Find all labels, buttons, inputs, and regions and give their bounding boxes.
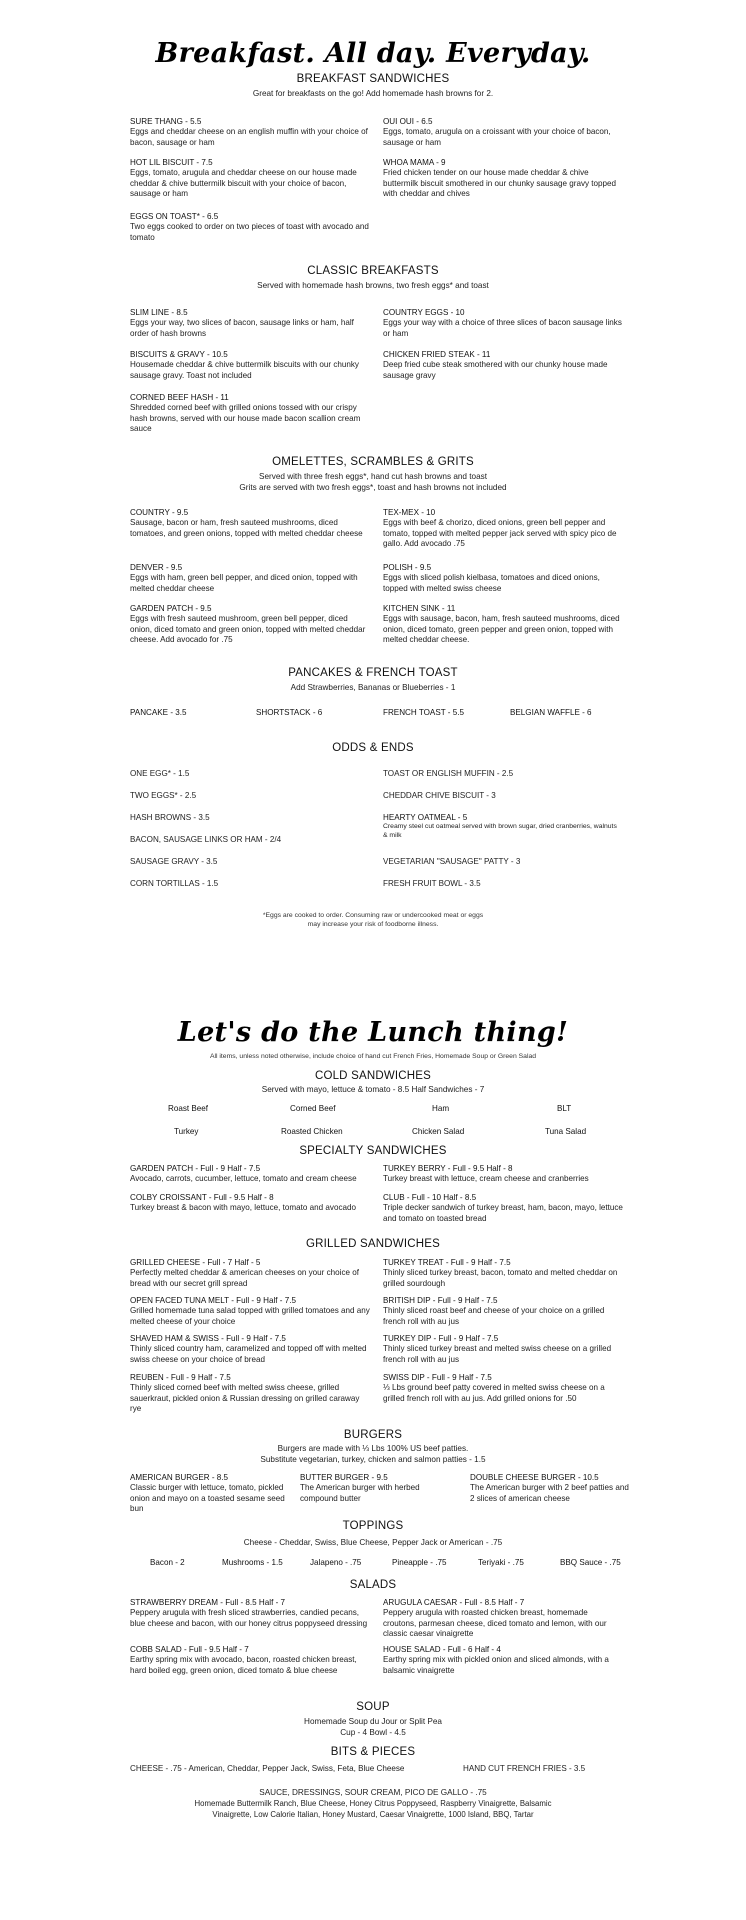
item-desc: Fried chicken tender on our house made cheddar & chive buttermilk biscuit smothered in our chunky sausage gravy topped with cheddar and chives	[383, 168, 617, 199]
pancake-item: BELGIAN WAFFLE - 6	[510, 708, 592, 717]
menu-item	[383, 563, 623, 594]
menu-item	[383, 1598, 623, 1640]
item-desc: Turkey breast with lettuce, cream cheese and cranberries	[383, 1174, 589, 1184]
item-name: BRITISH DIP - Full - 9 Half - 7.5	[383, 1296, 498, 1305]
menu-item	[383, 604, 623, 646]
menu-item	[130, 350, 370, 381]
cold-sandwich-option: Ham	[432, 1104, 450, 1113]
menu-item: SAUSAGE GRAVY - 3.5	[130, 857, 218, 866]
item-name: OUI OUI - 6.5	[383, 117, 433, 126]
item-desc: The American burger with 2 beef patties and 2 slices of american cheese	[470, 1483, 629, 1503]
item-name: STRAWBERRY DREAM - Full - 8.5 Half - 7	[130, 1598, 286, 1607]
menu-item	[130, 604, 370, 646]
menu-item: CORN TORTILLAS - 1.5	[130, 879, 219, 888]
menu-item	[130, 1258, 370, 1289]
topping-item: Jalapeno - .75	[310, 1558, 362, 1567]
lunch-title: Let's do the Lunch thing!	[177, 1017, 569, 1048]
item-name: GRILLED CHEESE - Full - 7 Half - 5	[130, 1258, 261, 1267]
grilled-sandwiches-heading: GRILLED SANDWICHES	[306, 1238, 440, 1250]
classic-breakfasts-note: Served with homemade hash browns, two fresh eggs* and toast	[257, 281, 489, 290]
menu-item	[383, 1193, 623, 1224]
item-desc: Two eggs cooked to order on two pieces of toast with avocado and tomato	[130, 222, 369, 242]
item-desc: Eggs your way with a choice of three slices of bacon sausage links or ham	[383, 318, 622, 338]
cold-sandwiches-heading: COLD SANDWICHES	[314, 1070, 432, 1082]
bits-pieces-heading: BITS & PIECES	[330, 1746, 416, 1758]
item-desc: Eggs with sausage, bacon, ham, fresh sauteed mushrooms, diced onion, diced tomato, green pepper and green onion, topped with melted cheddar cheese.	[383, 614, 620, 645]
item-desc: Peppery arugula with roasted chicken breast, homemade croutons, parmesan cheese, diced tomato and lemon, with our classic caesar vinaigrette	[383, 1608, 607, 1639]
item-name: SWISS DIP - Full - 9 Half - 7.5	[383, 1373, 492, 1382]
menu-item	[130, 212, 370, 243]
pancake-item: SHORTSTACK - 6	[256, 708, 323, 717]
menu-item	[383, 308, 623, 339]
disclaimer-line-2: may increase your risk of foodborne illness.	[307, 921, 439, 928]
menu-item	[130, 1164, 370, 1185]
item-name: EGGS ON TOAST* - 6.5	[130, 212, 219, 221]
item-desc: Creamy steel cut oatmeal served with brown sugar, dried cranberries, walnuts & milk	[383, 823, 617, 839]
menu-item: TWO EGGS* - 2.5	[130, 791, 197, 800]
breakfast-sandwiches-heading: BREAKFAST SANDWICHES	[296, 73, 450, 85]
item-desc: Shredded corned beef with grilled onions tossed with our crispy hash browns, served with our house made bacon scallion cream sauce	[130, 403, 361, 434]
soup-note-1: Homemade Soup du Jour or Split Pea	[304, 1717, 442, 1726]
item-desc: Triple decker sandwich of turkey breast, ham, bacon, mayo, lettuce and tomato on toasted bread	[383, 1203, 623, 1223]
item-desc: Housemade cheddar & chive buttermilk biscuits with our chunky sausage gravy. Toast not included	[130, 360, 359, 380]
odds-ends-heading: ODDS & ENDS	[332, 742, 414, 754]
item-name: HEARTY OATMEAL - 5	[383, 813, 468, 822]
sauce-list-1: Homemade Buttermilk Ranch, Blue Cheese, Honey Citrus Poppyseed, Raspberry Vinaigrette, Balsamic	[194, 1799, 552, 1808]
cold-sandwich-option: Turkey	[174, 1127, 199, 1136]
menu-item	[130, 1373, 370, 1415]
menu-item	[383, 1296, 623, 1327]
item-name: SURE THANG - 5.5	[130, 117, 202, 126]
topping-item: Pineapple - .75	[392, 1558, 447, 1567]
topping-item: Bacon - 2	[150, 1558, 185, 1567]
cold-sandwich-option: Chicken Salad	[412, 1127, 465, 1136]
item-name: TEX-MEX - 10	[383, 508, 436, 517]
item-name: COBB SALAD - Full - 9.5 Half - 7	[130, 1645, 249, 1654]
menu-item	[300, 1473, 450, 1504]
menu-item	[383, 813, 623, 840]
menu-item	[130, 1334, 370, 1365]
item-name: WHOA MAMA - 9	[383, 158, 446, 167]
menu-item	[383, 117, 623, 148]
menu-item: FRESH FRUIT BOWL - 3.5	[383, 879, 481, 888]
item-desc: Eggs, tomato, arugula on a croissant with your choice of bacon, sausage or ham	[383, 127, 611, 147]
toppings-note: Cheese - Cheddar, Swiss, Blue Cheese, Pepper Jack or American - .75	[243, 1538, 503, 1547]
specialty-sandwiches-heading: SPECIALTY SANDWICHES	[299, 1145, 447, 1157]
item-name: DENVER - 9.5	[130, 563, 183, 572]
item-desc: Eggs with fresh sauteed mushroom, green bell pepper, diced onion, diced tomato and green onion, topped with melted cheddar cheese. Add avocado for .75	[130, 614, 366, 645]
item-name: POLISH - 9.5	[383, 563, 432, 572]
item-name: ARUGULA CAESAR - Full - 8.5 Half - 7	[383, 1598, 525, 1607]
omelettes-note-2: Grits are served with two fresh eggs*, toast and hash browns not included	[239, 483, 507, 492]
menu-item	[470, 1473, 635, 1504]
menu-item	[130, 393, 370, 435]
item-name: BISCUITS & GRAVY - 10.5	[130, 350, 228, 359]
item-name: AMERICAN BURGER - 8.5	[130, 1473, 229, 1482]
menu-item	[130, 1473, 295, 1515]
sauce-heading: SAUCE, DRESSINGS, SOUR CREAM, PICO DE GALLO - .75	[259, 1788, 487, 1797]
item-name: COLBY CROISSANT - Full - 9.5 Half - 8	[130, 1193, 274, 1202]
disclaimer-line-1: *Eggs are cooked to order. Consuming raw or undercooked meat or eggs	[262, 912, 484, 919]
cold-sandwich-option: Roasted Chicken	[281, 1127, 343, 1136]
menu-item	[130, 563, 370, 594]
item-name: COUNTRY - 9.5	[130, 508, 189, 517]
cold-sandwich-option: Roast Beef	[168, 1104, 209, 1113]
item-name: HOT LIL BISCUIT - 7.5	[130, 158, 213, 167]
item-desc: Eggs with beef & chorizo, diced onions, green bell pepper and tomato, topped with melted pepper jack served with spicy pico de gallo. Add avocado .75	[383, 518, 617, 549]
classic-breakfasts-heading: CLASSIC BREAKFASTS	[307, 265, 439, 277]
item-name: GARDEN PATCH - Full - 9 Half - 7.5	[130, 1164, 261, 1173]
menu-item	[383, 158, 623, 200]
item-name: CORNED BEEF HASH - 11	[130, 393, 229, 402]
item-desc: Earthy spring mix with pickled onion and sliced almonds, with a balsamic vinaigrette	[383, 1655, 609, 1675]
soup-heading: SOUP	[356, 1701, 390, 1713]
menu-item	[383, 1334, 623, 1365]
lunch-note: All items, unless noted otherwise, include choice of hand cut French Fries, Homemade Soup or Green Salad	[209, 1053, 537, 1060]
menu-item: BACON, SAUSAGE LINKS OR HAM - 2/4	[130, 835, 282, 844]
topping-item: BBQ Sauce - .75	[560, 1558, 621, 1567]
menu-item	[383, 1645, 623, 1676]
menu-item	[130, 1296, 370, 1327]
menu-item: ONE EGG* - 1.5	[130, 769, 190, 778]
cold-sandwiches-note: Served with mayo, lettuce & tomato - 8.5 Half Sandwiches - 7	[261, 1085, 485, 1094]
item-name: BUTTER BURGER - 9.5	[300, 1473, 388, 1482]
menu-item	[383, 1258, 623, 1289]
item-desc: Sausage, bacon or ham, fresh sauteed mushrooms, diced tomatoes, and green onions, topped with melted cheddar cheese	[130, 518, 363, 538]
pancake-item: FRENCH TOAST - 5.5	[383, 708, 464, 717]
breakfast-title: Breakfast. All day. Everyday.	[155, 38, 591, 69]
item-name: TURKEY TREAT - Full - 9 Half - 7.5	[383, 1258, 511, 1267]
burgers-heading: BURGERS	[343, 1429, 403, 1441]
item-name: CHICKEN FRIED STEAK - 11	[383, 350, 491, 359]
soup-note-2: Cup - 4 Bowl - 4.5	[340, 1728, 406, 1737]
omelettes-heading: OMELETTES, SCRAMBLES & GRITS	[272, 456, 474, 468]
menu-item: HASH BROWNS - 3.5	[130, 813, 210, 822]
item-desc: Grilled homemade tuna salad topped with grilled tomatoes and any melted cheese of your choice	[130, 1306, 370, 1326]
item-desc: Eggs your way, two slices of bacon, sausage links or ham, half order of hash browns	[130, 318, 354, 338]
item-desc: Thinly sliced turkey breast, bacon, tomato and melted cheddar on grilled sourdough	[383, 1268, 618, 1288]
item-name: REUBEN - Full - 9 Half - 7.5	[130, 1373, 231, 1382]
menu-item	[130, 1645, 370, 1676]
burgers-note-2: Substitute vegetarian, turkey, chicken and salmon patties - 1.5	[260, 1455, 486, 1464]
item-name: COUNTRY EGGS - 10	[383, 308, 465, 317]
sauce-list-2: Vinaigrette, Low Calorie Italian, Honey Mustard, Caesar Vinaigrette, 1000 Island, BBQ, Tartar	[212, 1810, 534, 1819]
menu-item	[383, 1373, 623, 1404]
burgers-note-1: Burgers are made with ⅓ Lbs 100% US beef patties.	[277, 1444, 469, 1453]
item-name: SLIM LINE - 8.5	[130, 308, 188, 317]
item-name: KITCHEN SINK - 11	[383, 604, 456, 613]
pancakes-heading: PANCAKES & FRENCH TOAST	[288, 667, 458, 679]
item-name: DOUBLE CHEESE BURGER - 10.5	[470, 1473, 599, 1482]
menu-item	[130, 508, 370, 539]
item-desc: Peppery arugula with fresh sliced strawberries, candied pecans, blue cheese and bacon, with our honey citrus poppyseed dressing	[130, 1608, 368, 1628]
menu-item	[383, 1164, 623, 1185]
item-desc: Earthy spring mix with avocado, bacon, roasted chicken breast, hard boiled egg, green onion, diced tomato & blue cheese	[130, 1655, 357, 1675]
item-desc: Thinly sliced corned beef with melted swiss cheese, grilled sauerkraut, pickled onion & Russian dressing on grilled caraway rye	[130, 1383, 360, 1414]
menu-item: CHEDDAR CHIVE BISCUIT - 3	[383, 791, 496, 800]
item-desc: The American burger with herbed compound butter	[300, 1483, 420, 1503]
toppings-heading: TOPPINGS	[342, 1520, 404, 1532]
item-name: GARDEN PATCH - 9.5	[130, 604, 212, 613]
cold-sandwich-option: Tuna Salad	[545, 1127, 587, 1136]
menu-item	[130, 117, 370, 148]
breakfast-sandwiches-note: Great for breakfasts on the go! Add homemade hash browns for 2.	[252, 89, 494, 98]
pancakes-note: Add Strawberries, Bananas or Blueberries - 1	[290, 683, 456, 692]
menu-item	[130, 1598, 370, 1629]
item-desc: Turkey breast & bacon with mayo, lettuce, tomato and avocado	[130, 1203, 356, 1213]
menu-item	[383, 508, 623, 550]
cold-sandwich-option: BLT	[557, 1104, 572, 1113]
topping-item: Teriyaki - .75	[478, 1558, 524, 1567]
menu-item	[383, 350, 623, 381]
item-desc: Eggs, tomato, arugula and cheddar cheese on our house made cheddar & chive buttermilk biscuit with your choice of bacon, sausage or ham	[130, 168, 357, 199]
salads-heading: SALADS	[349, 1579, 397, 1591]
item-name: OPEN FACED TUNA MELT - Full - 9 Half - 7.5	[130, 1296, 296, 1305]
topping-item: Mushrooms - 1.5	[222, 1558, 283, 1567]
item-desc: Perfectly melted cheddar & american cheeses on your choice of bread with our secret grill spread	[130, 1268, 359, 1288]
item-desc: ⅓ Lbs ground beef patty covered in melted swiss cheese on a grilled french roll with au jus. Add grilled onions for .50	[383, 1383, 605, 1403]
item-name: TURKEY DIP - Full - 9 Half - 7.5	[383, 1334, 499, 1343]
item-name: SHAVED HAM & SWISS - Full - 9 Half - 7.5	[130, 1334, 286, 1343]
item-name: TURKEY BERRY - Full - 9.5 Half - 8	[383, 1164, 513, 1173]
item-desc: Eggs with ham, green bell pepper, and diced onion, topped with melted cheddar cheese	[130, 573, 358, 593]
cold-sandwich-option: Corned Beef	[290, 1104, 336, 1113]
item-desc: Classic burger with lettuce, tomato, pickled onion and mayo on a toasted sesame seed bun	[130, 1483, 285, 1514]
omelettes-note-1: Served with three fresh eggs*, hand cut hash browns and toast	[258, 472, 488, 481]
menu-item	[130, 1193, 370, 1214]
item-name: HOUSE SALAD - Full - 6 Half - 4	[383, 1645, 501, 1654]
menu-item: HAND CUT FRENCH FRIES - 3.5	[463, 1764, 586, 1773]
menu-item	[130, 158, 370, 200]
item-desc: Thinly sliced country ham, caramelized and topped off with melted swiss cheese on your choice of bread	[130, 1344, 367, 1364]
pancake-item: PANCAKE - 3.5	[130, 708, 187, 717]
item-desc: Eggs with sliced polish kielbasa, tomatoes and diced onions, topped with melted swiss cheese	[383, 573, 600, 593]
item-desc: Avocado, carrots, cucumber, lettuce, tomato and cream cheese	[130, 1174, 357, 1184]
menu-item: CHEESE - .75 - American, Cheddar, Pepper Jack, Swiss, Feta, Blue Cheese	[130, 1764, 405, 1773]
menu-item: VEGETARIAN "SAUSAGE" PATTY - 3	[383, 857, 521, 866]
menu-item	[130, 308, 370, 339]
menu-item: TOAST OR ENGLISH MUFFIN - 2.5	[383, 769, 514, 778]
item-desc: Thinly sliced turkey breast and melted swiss cheese on a grilled french roll with au jus	[383, 1344, 612, 1364]
item-name: CLUB - Full - 10 Half - 8.5	[383, 1193, 477, 1202]
item-desc: Thinly sliced roast beef and cheese of your choice on a grilled french roll with au jus	[383, 1306, 605, 1326]
item-desc: Eggs and cheddar cheese on an english muffin with your choice of bacon, sausage or ham	[130, 127, 368, 147]
item-desc: Deep fried cube steak smothered with our chunky house made sausage gravy	[383, 360, 608, 380]
